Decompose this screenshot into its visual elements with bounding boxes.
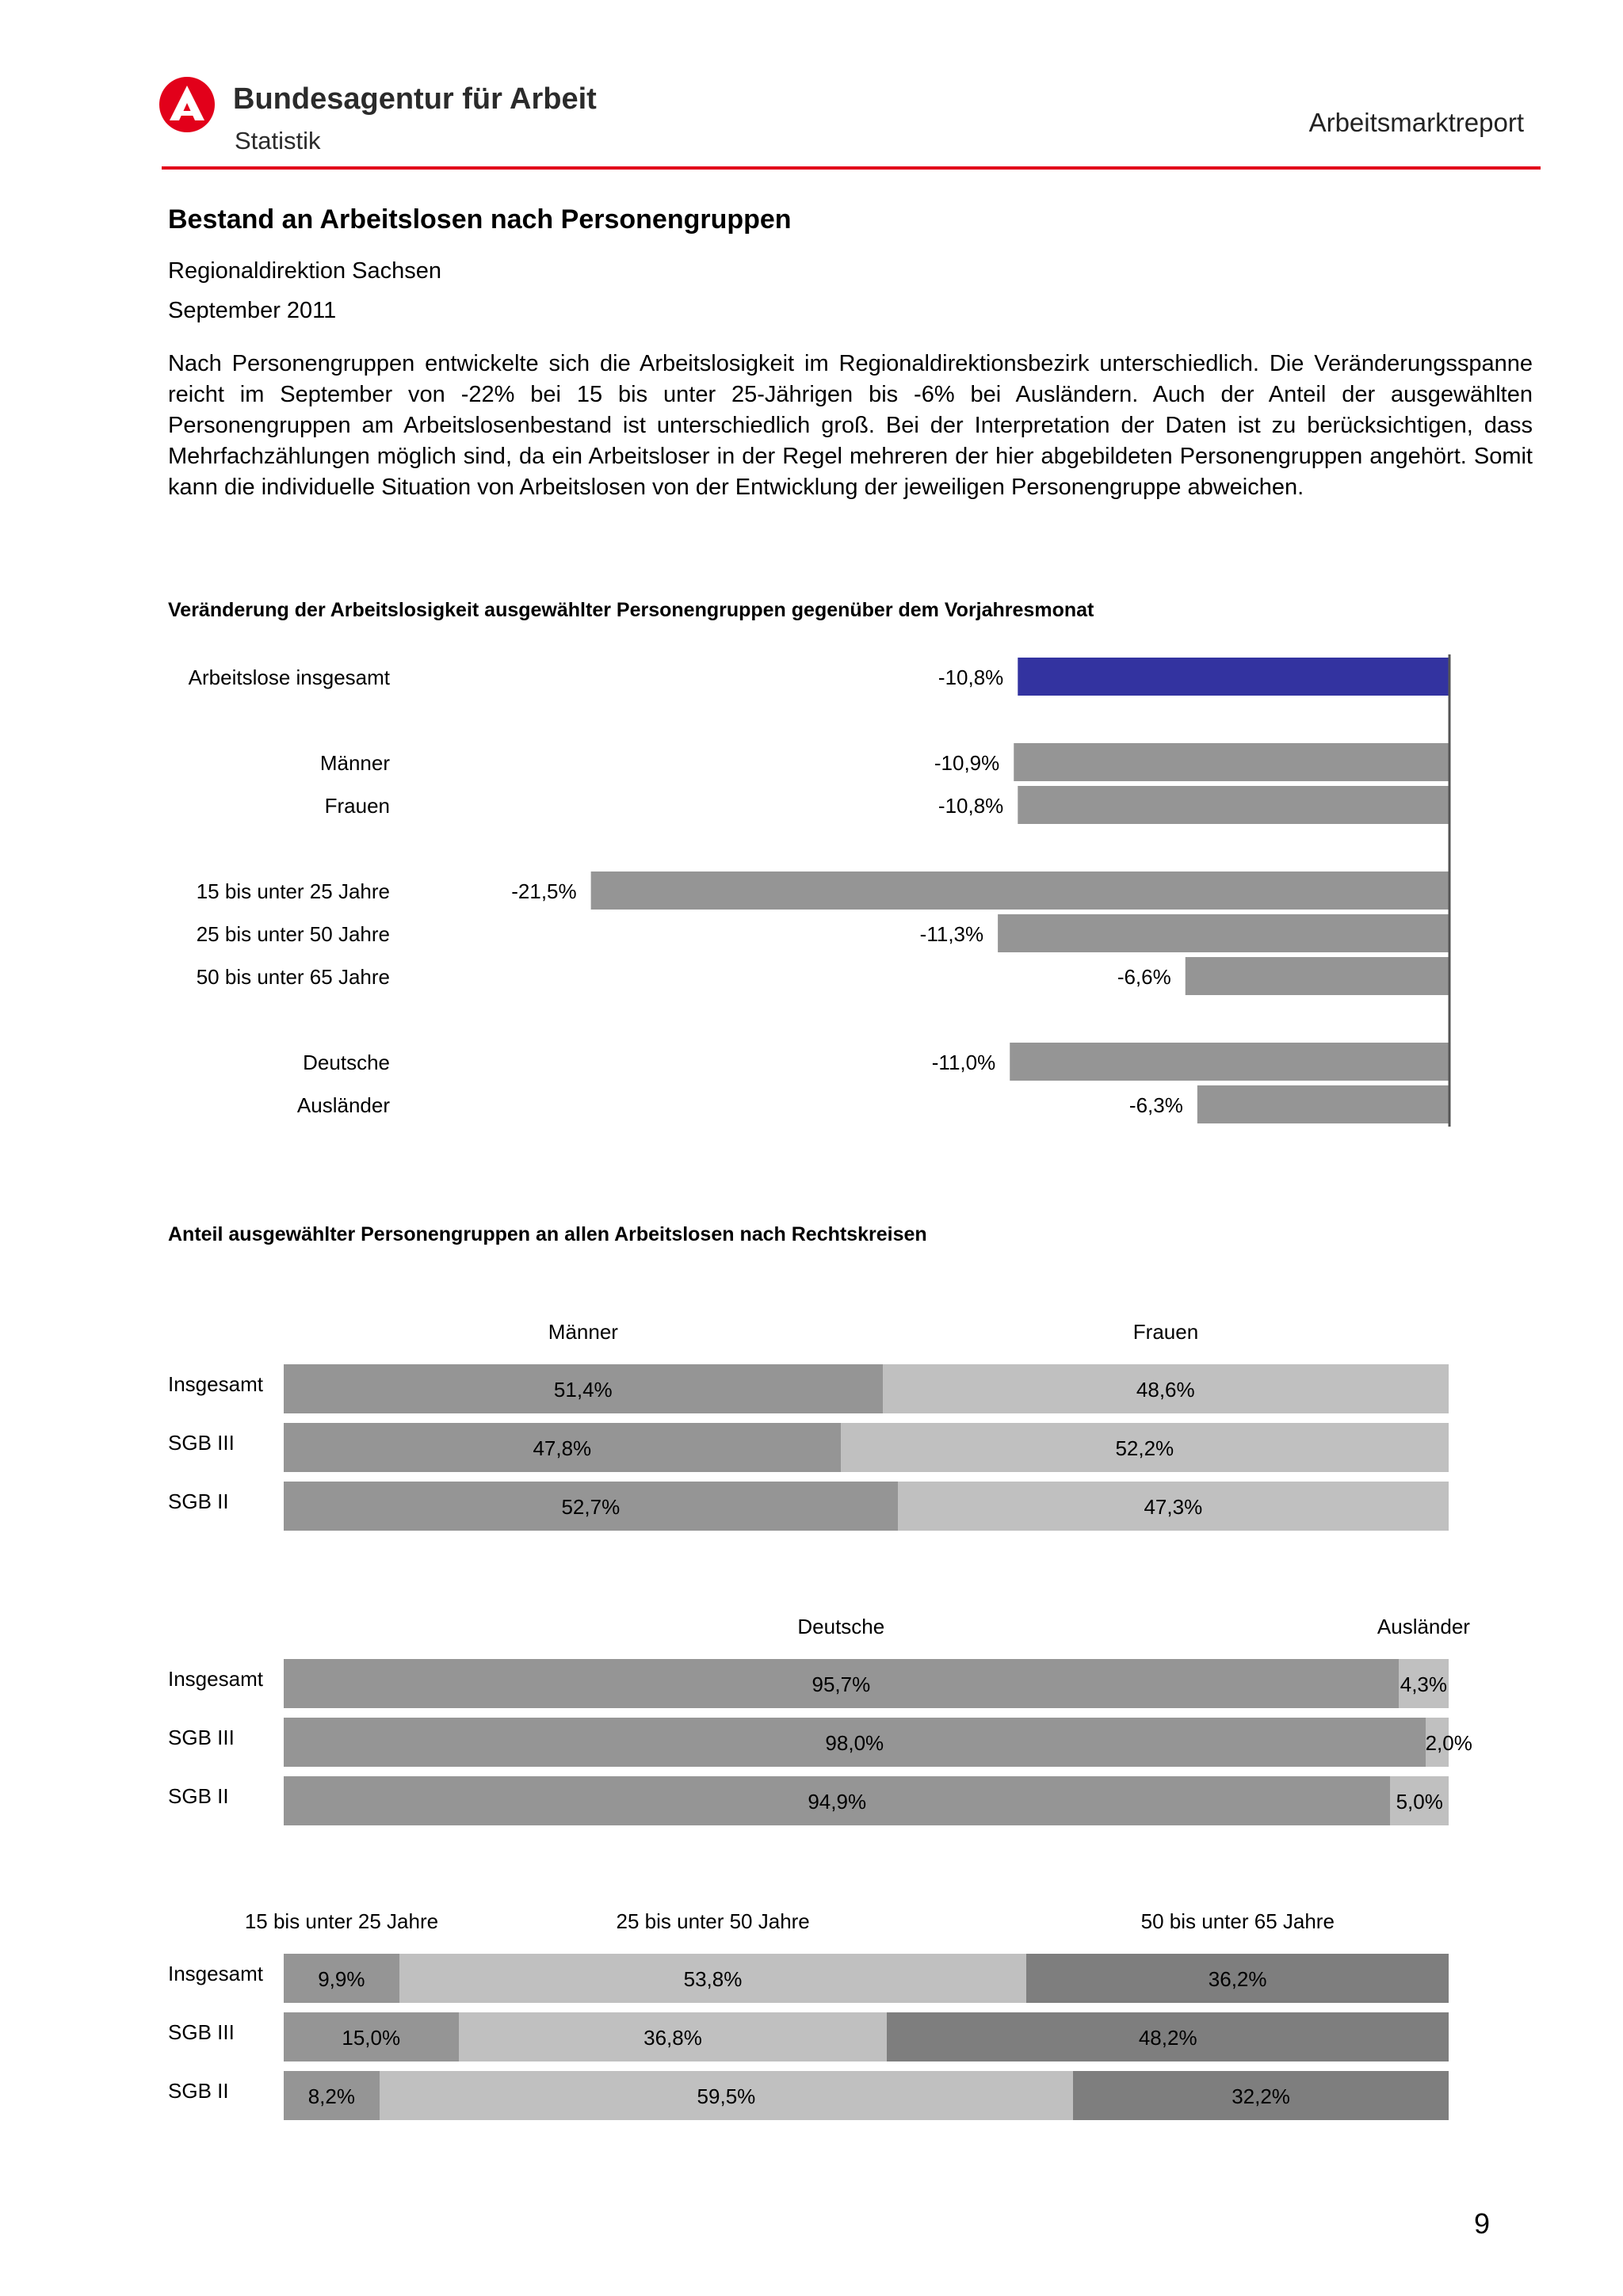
page-title: Bestand an Arbeitslosen nach Personengruppen — [168, 204, 792, 235]
change-value-label-6: -11,0% — [931, 1051, 996, 1074]
share-segment-label-2-1-0: 15,0% — [342, 2026, 401, 2050]
change-category-label-3: 15 bis unter 25 Jahre — [196, 879, 390, 903]
share-segment-1-1-1 — [1425, 1718, 1472, 1767]
share-segment-label-2-0-2: 36,2% — [1208, 1967, 1267, 1991]
page-number: 9 — [1474, 2207, 1491, 2240]
change-value-label-7: -6,3% — [1128, 1093, 1183, 1117]
share-segment-0-0-0 — [284, 1364, 883, 1413]
change-value-label-2: -10,8% — [938, 794, 1004, 818]
share-segment-2-0-1 — [399, 1954, 1027, 2003]
header-divider — [162, 166, 1541, 170]
change-value-label-3: -21,5% — [511, 879, 577, 903]
change-bar-5 — [1186, 957, 1449, 995]
share-series-label-2-2: 50 bis unter 65 Jahre — [1140, 1909, 1335, 1933]
share-series-label-1-0: Deutsche — [797, 1615, 885, 1638]
org-name: Bundesagentur für Arbeit — [233, 82, 597, 116]
org-unit: Statistik — [235, 127, 321, 154]
share-segment-0-1-1 — [841, 1423, 1449, 1472]
share-segment-2-1-0 — [284, 2012, 459, 2061]
change-category-label-0: Arbeitslose insgesamt — [188, 666, 390, 689]
share-segment-1-0-1 — [1399, 1659, 1449, 1708]
chart2-title: Anteil ausgewählter Personengruppen an allen Arbeitslosen nach Rechtskreisen — [168, 1223, 927, 1245]
change-category-label-1: Männer — [319, 751, 390, 775]
ba-logo-icon — [158, 76, 216, 133]
share-segment-2-1-1 — [459, 2012, 888, 2061]
share-segment-label-0-0-1: 48,6% — [1136, 1378, 1195, 1402]
share-segment-0-2-0 — [284, 1482, 898, 1531]
share-segment-label-1-1-1: 2,0% — [1425, 1731, 1472, 1755]
share-segment-0-2-1 — [898, 1482, 1449, 1531]
share-segment-label-1-0-1: 4,3% — [1400, 1672, 1448, 1696]
report-title: Arbeitsmarktreport — [1308, 108, 1524, 137]
share-row-label-2-2: SGB II — [168, 2079, 229, 2103]
share-segment-label-0-2-1: 47,3% — [1144, 1495, 1203, 1519]
share-segment-1-1-0 — [284, 1718, 1426, 1767]
share-segment-label-1-2-0: 94,9% — [808, 1790, 867, 1814]
share-segment-label-0-1-0: 47,8% — [533, 1436, 592, 1460]
share-stacked-bar-1-1 — [284, 1718, 1472, 1767]
share-segment-label-2-0-0: 9,9% — [318, 1967, 365, 1991]
share-segment-label-2-0-1: 53,8% — [683, 1967, 743, 1991]
change-value-label-0: -10,8% — [938, 666, 1004, 689]
chart1-title: Veränderung der Arbeitslosigkeit ausgewählter Personengruppen gegenüber dem Vorjahresmonat — [168, 599, 1094, 621]
share-series-label-0-0: Männer — [548, 1320, 618, 1344]
share-stacked-bar-2-1 — [284, 2012, 1449, 2061]
change-category-label-6: Deutsche — [303, 1051, 390, 1074]
share-stacked-bar-0-2 — [284, 1482, 1449, 1531]
share-segment-label-2-1-2: 48,2% — [1138, 2026, 1197, 2050]
share-segment-label-1-0-0: 95,7% — [812, 1672, 871, 1696]
change-bar-7 — [1197, 1085, 1449, 1123]
change-value-label-1: -10,9% — [934, 751, 1000, 775]
share-row-label-2-0: Insgesamt — [168, 1962, 263, 1985]
share-segment-label-2-2-1: 59,5% — [697, 2084, 756, 2108]
change-bar-2 — [1018, 786, 1449, 824]
share-row-label-0-1: SGB III — [168, 1431, 235, 1455]
change-bar-4 — [998, 914, 1449, 952]
share-stacked-bar-0-0 — [284, 1364, 1449, 1413]
share-segment-2-2-1 — [380, 2071, 1074, 2120]
share-segment-2-1-2 — [887, 2012, 1449, 2061]
share-row-label-1-0: Insgesamt — [168, 1667, 263, 1691]
share-segment-label-0-0-0: 51,4% — [553, 1378, 613, 1402]
share-segment-2-0-0 — [284, 1954, 399, 2003]
share-segment-2-0-2 — [1026, 1954, 1449, 2003]
share-segment-0-0-1 — [883, 1364, 1449, 1413]
intro-paragraph: Nach Personengruppen entwickelte sich die Arbeitslosigkeit im Regionaldirektionsbezirk unterschiedlich. Die Veränderungsspanne reicht im September von -22% bei 15 bis unter 25-Jährigen bis -6% bei Ausländern. Auch der Anteil der ausgewählten Personengruppen am Arbeitslosenbestand ist unterschiedlich groß. Bei der Interpretation der Daten ist zu berücksichtigen, dass Mehrfachzählungen möglich sind, da ein Arbeitsloser in der Regel mehreren der hier abgebildeten Personengruppen angehört. Somit kann die individuelle Situation von Arbeitslosen von der Entwicklung der jeweiligen Personengruppe abweichen. — [168, 351, 1533, 500]
share-stacked-bar-1-0 — [284, 1659, 1449, 1708]
share-segment-1-2-0 — [284, 1776, 1390, 1825]
change-category-label-5: 50 bis unter 65 Jahre — [196, 965, 390, 989]
change-bar-0 — [1018, 658, 1449, 696]
share-segment-label-2-2-2: 32,2% — [1232, 2084, 1290, 2108]
share-segment-0-1-0 — [284, 1423, 841, 1472]
change-value-label-4: -11,3% — [919, 922, 984, 946]
share-segment-label-0-1-1: 52,2% — [1115, 1436, 1174, 1460]
share-row-label-1-1: SGB III — [168, 1726, 235, 1749]
share-segment-label-2-1-1: 36,8% — [643, 2026, 702, 2050]
region-label: Regionaldirektion Sachsen — [168, 258, 441, 284]
share-series-label-2-1: 25 bis unter 50 Jahre — [616, 1909, 810, 1933]
share-segment-1-2-1 — [1390, 1776, 1449, 1825]
share-stacked-bar-1-2 — [284, 1776, 1449, 1825]
share-segment-label-2-2-0: 8,2% — [307, 2084, 355, 2108]
share-row-label-1-2: SGB II — [168, 1784, 229, 1808]
share-stacked-bar-0-1 — [284, 1423, 1449, 1472]
share-segment-2-2-0 — [284, 2071, 380, 2120]
share-series-label-0-1: Frauen — [1132, 1320, 1199, 1344]
share-row-label-2-1: SGB III — [168, 2020, 235, 2044]
share-stacked-bar-2-0 — [284, 1954, 1449, 2003]
share-row-label-0-0: Insgesamt — [168, 1372, 263, 1396]
share-segment-label-0-2-0: 52,7% — [561, 1495, 621, 1519]
change-bar-6 — [1010, 1043, 1449, 1081]
period-label: September 2011 — [168, 298, 337, 323]
share-row-label-0-2: SGB II — [168, 1489, 229, 1513]
change-value-label-5: -6,6% — [1117, 965, 1171, 989]
share-stacked-bar-2-2 — [284, 2071, 1449, 2120]
change-category-label-2: Frauen — [324, 794, 390, 818]
share-series-label-1-1: Ausländer — [1377, 1615, 1470, 1638]
change-category-label-4: 25 bis unter 50 Jahre — [196, 922, 390, 946]
share-series-label-2-0: 15 bis unter 25 Jahre — [244, 1909, 439, 1933]
share-segment-label-1-2-1: 5,0% — [1396, 1790, 1443, 1814]
change-bar-1 — [1014, 743, 1449, 781]
share-segment-2-2-2 — [1073, 2071, 1449, 2120]
share-segment-label-1-1-0: 98,0% — [825, 1731, 884, 1755]
change-category-label-7: Ausländer — [296, 1093, 390, 1117]
share-segment-1-0-0 — [284, 1659, 1399, 1708]
change-bar-3 — [591, 871, 1449, 910]
